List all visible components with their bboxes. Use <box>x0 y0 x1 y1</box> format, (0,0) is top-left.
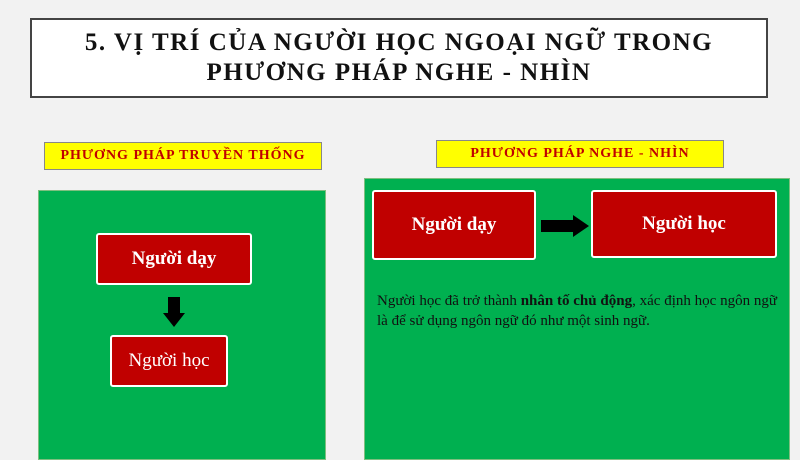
description-after: , xác định học ngôn ngữ là để sử dụng ngôn ngữ đó như một sinh ngữ. <box>377 293 777 329</box>
node-teacher-audio-visual: Người dạy <box>372 190 536 260</box>
slide-title: 5. VỊ TRÍ CỦA NGƯỜI HỌC NGOẠI NGỮ TRONG PHƯƠNG PHÁP NGHE - NHÌN <box>84 29 714 86</box>
label-audio-visual-method: PHƯƠNG PHÁP NGHE - NHÌN <box>436 140 724 168</box>
panel-traditional <box>38 190 326 460</box>
node-teacher-traditional: Người dạy <box>96 233 252 285</box>
arrow-down-icon <box>163 297 185 327</box>
description-before: Người học đã trở thành <box>377 293 521 309</box>
node-learner-traditional: Người học <box>110 335 228 387</box>
label-traditional-method: PHƯƠNG PHÁP TRUYỀN THỐNG <box>44 142 322 170</box>
title-box <box>30 18 768 98</box>
description-text <box>377 291 777 331</box>
node-learner-audio-visual: Người học <box>591 190 777 258</box>
arrow-right-icon <box>541 215 589 237</box>
description-emphasis: nhân tố chủ động <box>520 293 633 309</box>
panel-audio-visual <box>364 178 790 460</box>
